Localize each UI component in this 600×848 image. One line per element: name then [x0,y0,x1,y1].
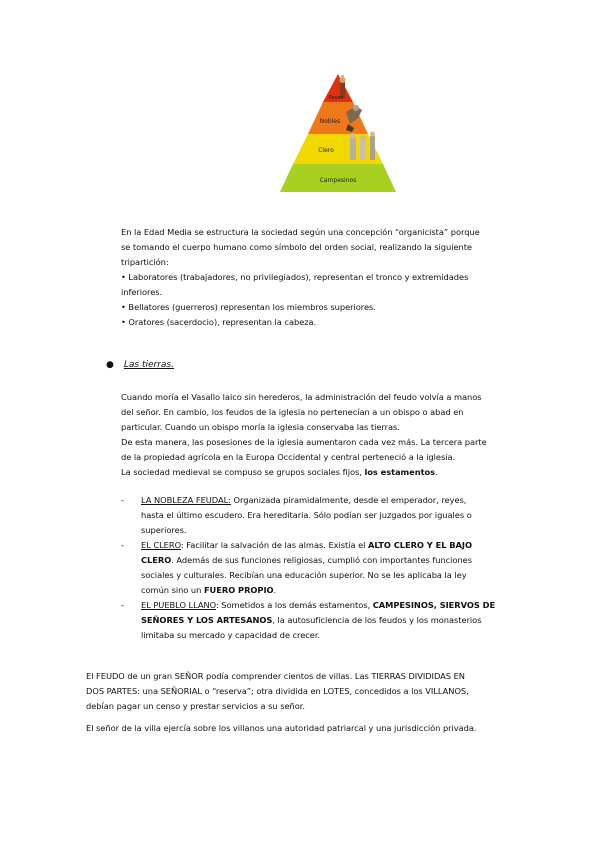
dash-marker: - [121,540,124,550]
text-span: : Facilitar la salvación de las almas. Existía el [180,540,369,550]
bold-term: ALTO CLERO Y EL BAJO [368,540,472,550]
item-heading: LA NOBLEZA FEUDAL: [141,495,231,505]
bold-term: CAMPESINOS, SIERVOS DE [372,600,496,610]
text-span: La sociedad medieval se compuso se grupos sociales fijos, [121,467,365,477]
text-span: , la autosuficiencia de los feudos y los monasterios [272,615,482,625]
text-line: superiores. [141,525,187,535]
dash-marker: - [121,495,124,505]
text-line [141,538,521,553]
feudal-pyramid [278,72,398,192]
text-line: particular. Cuando un obispo moría la iglesia conservaba las tierras. [121,422,400,432]
text-line [141,613,521,628]
pyramid-label-reyes: Reyes [328,95,344,101]
text-span: . [435,467,438,477]
clergy-figures-icon [350,132,375,161]
intro-paragraph [121,225,521,330]
intro-line: En la Edad Media se estructura la sociedad según una concepción “organicista” porque [121,227,480,237]
text-line: De esta manera, las posesiones de la iglesia aumentaron cada vez más. La tercera parte [121,437,487,447]
text-line [141,583,521,598]
text-line: El FEUDO de un gran SEÑOR podía comprender cientos de villas. Las TIERRAS DIVIDIDAS EN [86,671,465,681]
list-item-nobleza [121,493,521,538]
text-line [141,598,521,613]
list-item-pueblo-llano [121,598,521,643]
text-line: DOS PARTES: una SEÑORIAL o “reserva”; otra dividida en LOTES, concedidos a los VILLANOS, [86,686,469,696]
text-span: . [273,585,277,595]
intro-bullet-laboratores: • Laboratores (trabajadores, no privilegiados), representan el tronco y extremidades [121,272,469,282]
pyramid-level-clero [293,134,383,164]
text-line: del señor. En cambio, los feudos de la iglesia no pertenecían a un obispo o abad en [121,407,464,417]
list-item-clero [121,538,521,598]
item-heading: EL PUEBLO LLANO [141,600,216,610]
intro-bullet-laboratores-cont: inferiores. [121,287,163,297]
intro-line: se tomando el cuerpo humano como símbolo del orden social, realizando la siguiente [121,242,472,252]
text-span: Organizada piramidalmente, desde el emperador, reyes, [230,495,467,505]
text-line: El señor de la villa ejercía sobre los villanos una autoridad patriarcal y una jurisdicción privada. [86,723,477,733]
text-span: . Además de sus funciones religiosas, cumplió con importantes funciones [171,555,472,565]
text-line: debían pagar un censo y prestar servicios a su señor. [86,701,305,711]
estamentos-list [121,493,521,643]
section-title: Las tierras. [123,360,174,370]
bold-term: los estamentos [364,467,436,477]
bold-term: FUERO PROPIO [203,585,274,595]
text-line: sociales y culturales. Recibían una educación superior. No se les aplicaba la ley [141,570,467,580]
bold-term: CLERO [141,555,172,565]
intro-line: tripartición: [121,257,169,267]
intro-bullet-oratores: • Oratores (sacerdocio), representan la cabeza. [121,317,317,327]
text-line [141,493,521,508]
item-heading: EL CLERO [141,540,181,550]
intro-bullet-bellatores: • Bellatores (guerreros) representan los miembros superiores. [121,302,376,312]
tierras-paragraph [121,390,521,480]
dash-marker: - [121,600,124,610]
text-line: hasta el último escudero. Era hereditaria. Sólo podían ser juzgados por iguales o [141,510,472,520]
text-line: de la propiedad agrícola en la Europa Occidental y central perteneció a la iglesia. [121,452,456,462]
text-line: Cuando moría el Vasallo laico sin herederos, la administración del feudo volvía a manos [121,392,482,402]
bullet-icon: ● [106,360,114,370]
pyramid-label-campesinos: Campesinos [319,177,357,184]
text-span: : Sometidos a los demás estamentos, [215,600,373,610]
pyramid-label-clero: Clero [318,147,334,154]
feudo-paragraph [86,669,526,736]
pyramid-label-nobles: Nobles [319,118,341,125]
text-line [141,553,521,568]
text-line: limitaba su mercado y capacidad de crecer. [141,630,321,640]
bold-term: SEÑORES Y LOS ARTESANOS [141,615,273,625]
section-heading-tierras [106,360,174,370]
text-span: común sino un [141,585,204,595]
text-line [121,465,521,480]
